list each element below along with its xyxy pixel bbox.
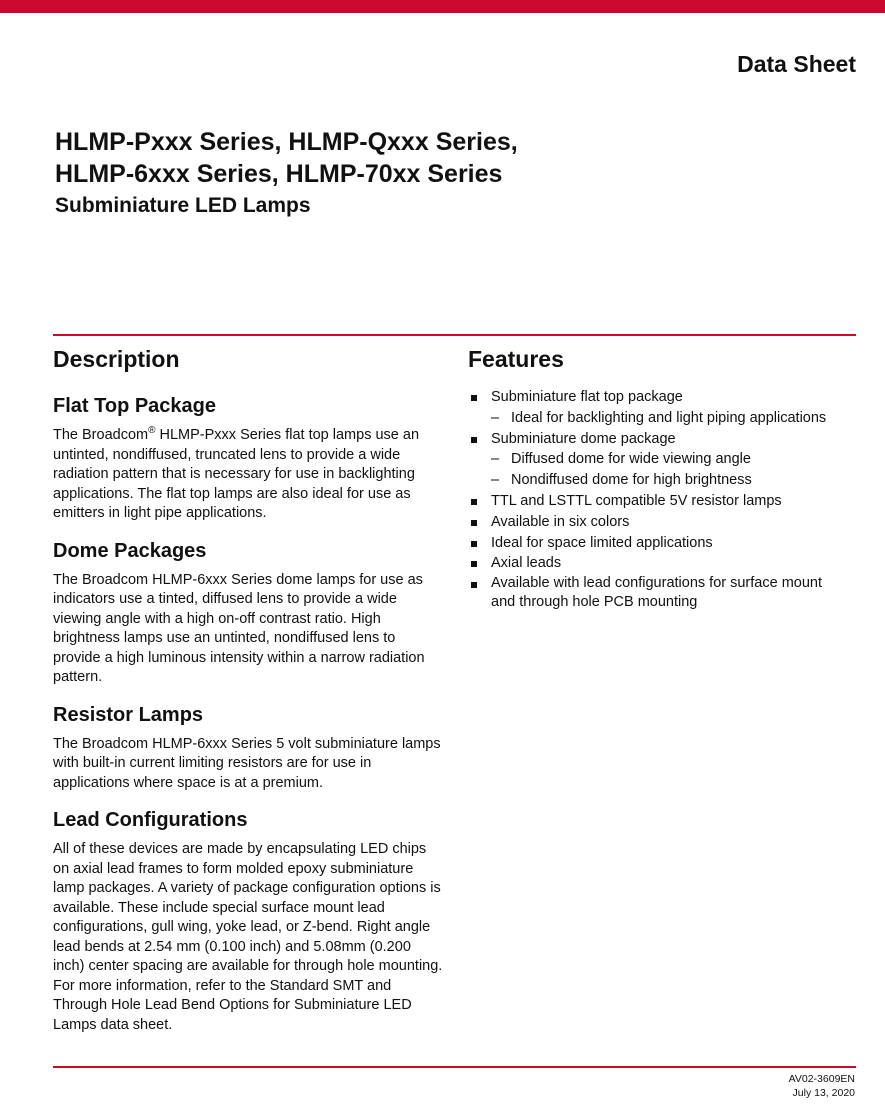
feature-sublist [491, 449, 848, 491]
flat-top-text [53, 426, 443, 524]
bullet-icon [471, 582, 477, 588]
description-heading: Description [53, 346, 180, 372]
feature-text: TTL and LSTTL compatible 5V resistor lamps [491, 492, 782, 509]
bullet-icon [471, 499, 477, 505]
dash-icon: – [491, 409, 500, 426]
feature-subitem-text: Ideal for backlighting and light piping applications [511, 409, 827, 426]
footer-info [789, 1072, 855, 1100]
bullet-icon [471, 437, 477, 443]
flat-top-heading: Flat Top Package [53, 395, 217, 417]
resistor-heading: Resistor Lamps [53, 703, 204, 726]
feature-item [468, 512, 848, 533]
feature-item [468, 574, 848, 612]
footer-divider [53, 1066, 856, 1068]
resistor-text: The Broadcom HLMP-6xxx Series 5 volt subminiature lamps with built-in current limiting resistors are for use in applications where space is at a premium. [53, 735, 441, 791]
feature-item [468, 553, 848, 574]
feature-text: Subminiature flat top package [491, 389, 683, 405]
registered-mark: ® [148, 425, 156, 437]
features-column [468, 346, 848, 612]
bullet-icon [471, 395, 477, 401]
title-block [55, 126, 518, 218]
top-accent-bar [0, 0, 885, 13]
document-code: AV02-3609EN [788, 1073, 855, 1085]
feature-subitem [491, 470, 848, 491]
title-line-2: HLMP-6xxx Series, HLMP-70xx Series [55, 160, 503, 188]
bullet-icon [471, 541, 477, 547]
lead-heading: Lead Configurations [53, 809, 248, 831]
publication-date: July 13, 2020 [792, 1087, 855, 1099]
features-list [468, 387, 848, 612]
doc-type-label: Data Sheet [737, 51, 856, 77]
flat-top-text-post: HLMP-Pxxx Series flat top lamps use an untinted, nondiffused, truncated lens to provide a wide radiation pattern that is necessary for use in backlighting applications. The flat top lamps are also ideal for use as emitters in light pipe applications. [53, 427, 420, 521]
bullet-icon [471, 520, 477, 526]
feature-text: Available in six colors [491, 513, 630, 530]
feature-subitem-text: Diffused dome for wide viewing angle [511, 451, 751, 468]
feature-item [468, 429, 848, 491]
dash-icon: – [491, 472, 500, 489]
features-heading: Features [468, 346, 564, 372]
dome-heading: Dome Packages [53, 539, 207, 562]
dome-text: The Broadcom HLMP-6xxx Series dome lamps for use as indicators use a tinted, diffused lens to provide a wide viewing angle with a high on-off contrast ratio. High brightness lamps use an untinted, nondiffused lens to provide a high luminous intensity within a narrow radiation pattern. [53, 571, 425, 685]
dash-icon: – [491, 451, 500, 468]
feature-subitem [491, 408, 848, 429]
feature-subitem [491, 449, 848, 470]
flat-top-text-pre: The Broadcom [53, 427, 149, 443]
description-column [53, 346, 443, 1051]
feature-sublist [491, 408, 848, 429]
feature-text: Available with lead configurations for surface mount and through hole PCB mounting [491, 575, 823, 611]
feature-item [468, 491, 848, 512]
feature-text: Subminiature dome package [491, 430, 676, 447]
title-line-1: HLMP-Pxxx Series, HLMP-Qxxx Series, [55, 128, 518, 156]
section-divider [53, 334, 856, 336]
feature-item [468, 387, 848, 429]
feature-text: Axial leads [491, 555, 562, 572]
feature-subitem-text: Nondiffused dome for high brightness [511, 472, 752, 489]
feature-text: Ideal for space limited applications [491, 534, 713, 551]
feature-item [468, 533, 848, 554]
bullet-icon [471, 561, 477, 567]
subtitle: Subminiature LED Lamps [55, 194, 311, 217]
lead-text: All of these devices are made by encapsulating LED chips on axial lead frames to form molded epoxy subminiature lamp packages. A variety of package configuration options is available. These include special surface mount lead configurations, gull wing, yoke lead, or Z-bend. Right angle lead bends at 2.54 mm (0.100 inch) and 5.08mm (0.200 inch) center spacing are available for through hole mounting. For more information, refer to the Standard SMT and Through Hole Lead Bend Options for Subminiature LED Lamps data sheet. [53, 841, 443, 1033]
